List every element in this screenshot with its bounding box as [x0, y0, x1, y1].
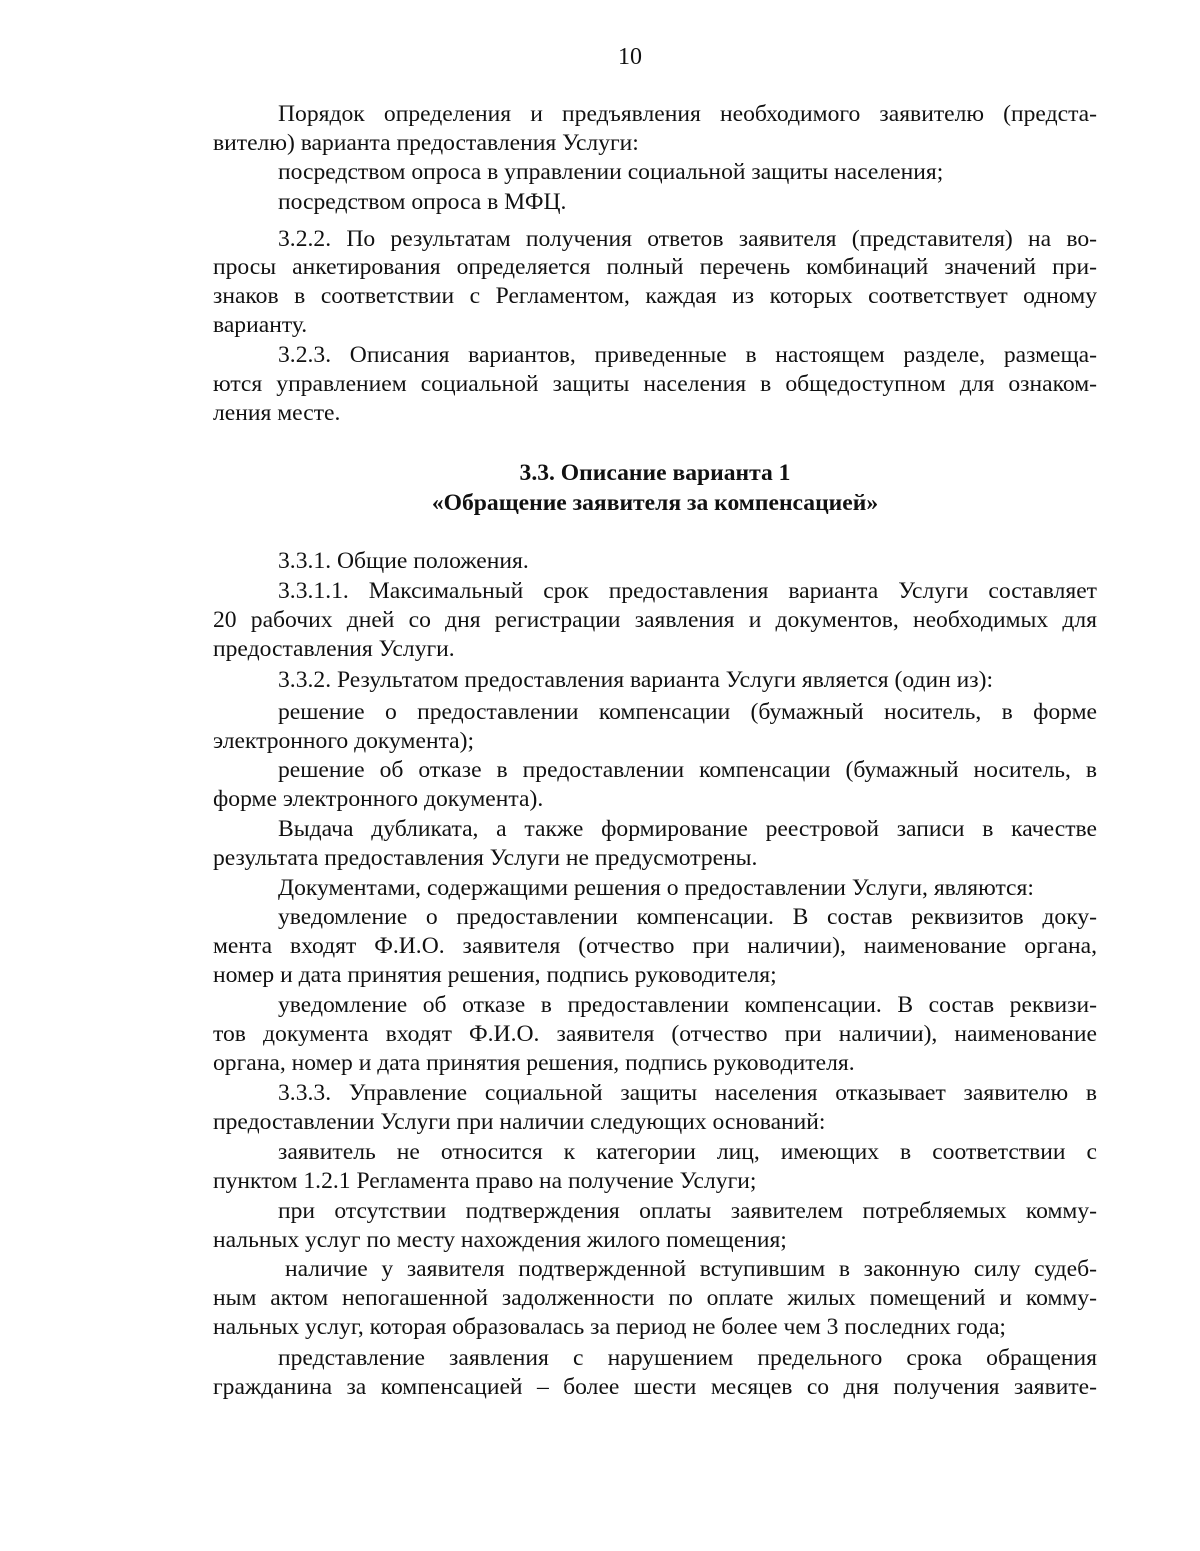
text-line: варианту.: [213, 312, 308, 338]
text-line: уведомление об отказе в предоставлении компенсации. В состав реквизи-: [278, 992, 1097, 1018]
text-line: решение о предоставлении компенсации (бумажный носитель, в форме: [278, 699, 1097, 725]
section-heading: 3.3. Описание варианта 1: [519, 460, 791, 486]
text-line: Порядок определения и предъявления необходимого заявителю (предста-: [278, 101, 1097, 127]
text-line: номер и дата принятия решения, подпись руководителя;: [213, 962, 777, 988]
text-line: посредством опроса в управлении социальной защиты населения;: [278, 159, 944, 185]
text-line: форме электронного документа).: [213, 786, 544, 812]
text-line: предоставления Услуги.: [213, 636, 455, 662]
text-line: уведомление о предоставлении компенсации. В состав реквизитов доку-: [278, 904, 1097, 930]
text-line: 20 рабочих дней со дня регистрации заявления и документов, необходимых для: [213, 607, 1097, 633]
section-heading-subtitle: «Обращение заявителя за компенсацией»: [431, 490, 879, 516]
text-line: заявитель не относится к категории лиц, имеющих в соответствии с: [278, 1139, 1097, 1165]
text-line: Выдача дубликата, а также формирование реестровой записи в качестве: [278, 816, 1097, 842]
text-line: посредством опроса в МФЦ.: [278, 189, 567, 215]
text-line: гражданина за компенсацией – более шести месяцев со дня получения заявите-: [213, 1374, 1097, 1400]
text-line: нальных услуг по месту нахождения жилого помещения;: [213, 1227, 787, 1253]
text-line: ления месте.: [213, 400, 341, 426]
text-line: наличие у заявителя подтвержденной вступившим в законную силу судеб-: [285, 1256, 1097, 1282]
text-line: мента входят Ф.И.О. заявителя (отчество при наличии), наименование органа,: [213, 933, 1097, 959]
text-line: Документами, содержащими решения о предоставлении Услуги, являются:: [278, 875, 1034, 901]
text-line: ным актом непогашенной задолженности по оплате жилых помещений и комму-: [213, 1285, 1097, 1311]
text-line: органа, номер и дата принятия решения, подпись руководителя.: [213, 1050, 855, 1076]
text-line: нальных услуг, которая образовалась за период не более чем 3 последних года;: [213, 1314, 1006, 1340]
text-line: вителю) варианта предоставления Услуги:: [213, 130, 639, 156]
text-line: 3.3.2. Результатом предоставления варианта Услуги является (один из):: [278, 667, 993, 693]
text-line: 3.3.1. Общие положения.: [278, 548, 529, 574]
text-line: знаков в соответствии с Регламентом, каждая из которых соответствует одному: [213, 283, 1097, 309]
page-number: 10: [618, 44, 642, 70]
text-line: тов документа входят Ф.И.О. заявителя (отчество при наличии), наименование: [213, 1021, 1097, 1047]
text-line: представление заявления с нарушением предельного срока обращения: [278, 1345, 1097, 1371]
text-line: при отсутствии подтверждения оплаты заявителем потребляемых комму-: [278, 1198, 1097, 1224]
text-line: 3.2.2. По результатам получения ответов заявителя (представителя) на во-: [278, 226, 1097, 252]
text-line: электронного документа);: [213, 728, 475, 754]
text-line: 3.3.1.1. Максимальный срок предоставления варианта Услуги составляет: [278, 578, 1097, 604]
text-line: решение об отказе в предоставлении компенсации (бумажный носитель, в: [278, 757, 1097, 783]
text-line: пунктом 1.2.1 Регламента право на получение Услуги;: [213, 1168, 757, 1194]
text-line: результата предоставления Услуги не предусмотрены.: [213, 845, 758, 871]
text-line: 3.3.3. Управление социальной защиты населения отказывает заявителю в: [278, 1080, 1097, 1106]
text-line: 3.2.3. Описания вариантов, приведенные в настоящем разделе, размеща-: [278, 342, 1097, 368]
text-line: просы анкетирования определяется полный перечень комбинаций значений при-: [213, 254, 1097, 280]
text-line: предоставлении Услуги при наличии следующих оснований:: [213, 1109, 826, 1135]
text-line: ются управлением социальной защиты населения в общедоступном для ознаком-: [213, 371, 1097, 397]
